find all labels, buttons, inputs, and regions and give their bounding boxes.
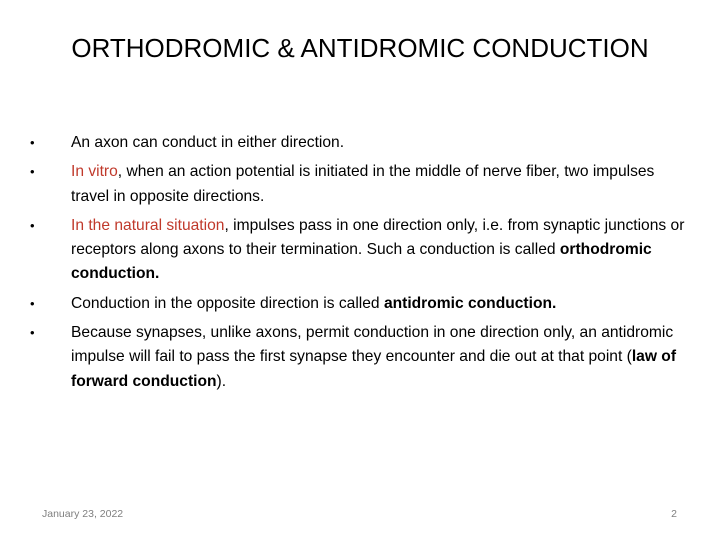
bullet-marker: • [30,217,35,233]
bullet-text: , impulses pass in one direction only, i.e. from synaptic junctions or receptors along axons to their termination. Such a conduction is called [71,216,685,259]
term-orthodromic: orthodromic conduction. [71,241,652,283]
bullet-item-5 [30,321,690,394]
bullet-marker: • [30,295,35,311]
bullet-text: , when an action potential is initiated in the middle of nerve fiber, two impulses travel in opposite directions. [71,163,655,205]
bullet-marker: • [30,135,35,150]
term-antidromic: antidromic conduction. [383,294,557,312]
bullet-text: An axon can conduct in either direction. [71,134,345,151]
slide-title: ORTHODROMIC & ANTIDROMIC CONDUCTION [71,33,649,63]
highlight-in-vitro: In vitro [71,163,118,181]
bullet-text-tail: ). [216,372,227,390]
bullet-item-2 [30,160,690,209]
bullet-text: Because synapses, unlike axons, permit conduction in one direction only, an antidromic impulse will fail to pass the first synapse they encounter and die out at that point ( [71,324,674,366]
page-number: 2 [671,508,677,520]
bullet-item-4 [30,292,690,316]
bullet-item-1 [30,131,690,155]
bullet-item-3 [30,214,690,287]
term-law-forward-conduction: law of forward conduction [71,348,677,390]
bullet-marker: • [30,164,35,180]
bullet-text: Conduction in the opposite direction is called [71,294,384,312]
footer-date: January 23, 2022 [42,508,124,520]
highlight-natural-situation: In the natural situation [71,216,225,234]
bullet-list [30,131,690,399]
bullet-marker: • [30,325,35,341]
